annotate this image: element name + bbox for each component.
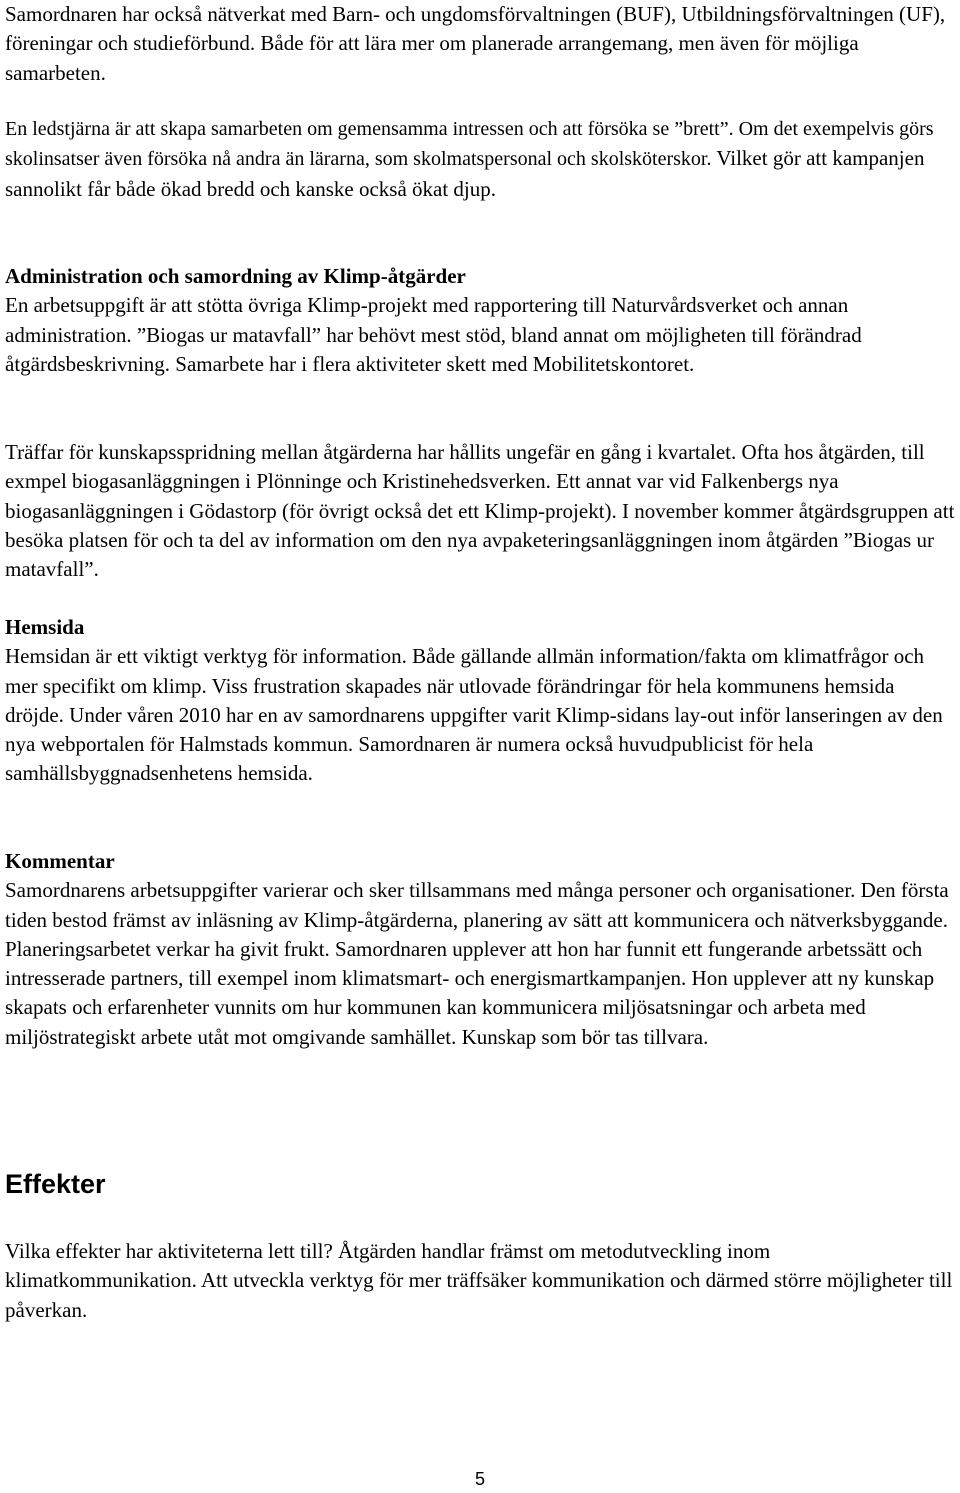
section-administration (5, 262, 957, 379)
heading-effekter: Effekter (5, 1169, 106, 1199)
heading-kommentar: Kommentar (5, 849, 115, 873)
heading-administration: Administration och samordning av Klimp-åtgärder (5, 264, 466, 288)
page-number: 5 (474, 1469, 485, 1489)
paragraph-ledstjarna (5, 115, 957, 205)
ledstjarna-text: En ledstjärna är att skapa samarbeten om gemensamma intressen och att försöka se ”brett”. Om det exempelvis görs skolinsatser även försöka nå andra än lärarna, som skolmatspersonal och skolsköterskor. (5, 118, 934, 171)
paragraph-traffar: Träffar för kunskapsspridning mellan åtgärderna har hållits ungefär en gång i kvartalet. Ofta hos åtgärden, till exmpel biogasanläggningen i Plönninge och Kristinehedsverken. Ett annat var vid Falkenbergs nya biogasanläggningen i Gödastorp (för övrigt också det ett Klimp-projekt). I november kommer åtgärdsgruppen att besöka platsen för och ta del av information om den nya avpaketeringsanläggningen inom åtgärden ”Biogas ur matavfall”. (5, 440, 955, 582)
paragraph-intro: Samordnaren har också nätverkat med Barn- och ungdomsförvaltningen (BUF), Utbildningsförvaltningen (UF), föreningar och studieförbund. Både för att lära mer om planerade arrangemang, men även för möjliga samarbeten. (5, 2, 946, 85)
paragraph-kommentar: Samordnarens arbetsuppgifter varierar och sker tillsammans med många personer och organisationer. Den första tiden bestod främst av inläsning av Klimp-åtgärderna, planering av sätt att kommunicera och nätverksbyggande. Planeringsarbetet verkar ha givit frukt. Samordnaren upplever att hon har funnit ett fungerande arbetssätt och intresserade partners, till exempel inom klimatsmart- och energismartkampanjen. Hon upplever att ny kunskap skapats och erfarenheter vunnits om hur kommunen kan kommunicera miljösatsningar och arbeta med miljöstrategiskt arbete utåt mot omgivande samhället. Kunskap som bör tas tillvara. (5, 878, 949, 1049)
paragraph-administration: En arbetsuppgift är att stötta övriga Klimp-projekt med rapportering till Naturvårdsverket och annan administration. ”Biogas ur matavfall” har behövt mest stöd, bland annat om möjligheten till förändrad åtgärdsbeskrivning. Samarbete har i flera aktiviteter skett med Mobilitetskontoret. (5, 293, 862, 376)
section-hemsida (5, 613, 957, 789)
section-kommentar (5, 847, 957, 1052)
paragraph-hemsida: Hemsidan är ett viktigt verktyg för information. Både gällande allmän information/fakta om klimatfrågor och mer specifikt om klimp. Viss frustration skapades när utlovade förändringar för hela kommunens hemsida dröjde. Under våren 2010 har en av samordnarens uppgifter varit Klimp-sidans lay-out inför lanseringen av den nya webportalen för Halmstads kommun. Samordnaren är numera också huvudpublicist för hela samhällsbyggnadsenhetens hemsida. (5, 644, 943, 786)
heading-hemsida: Hemsida (5, 615, 85, 639)
paragraph-effekter: Vilka effekter har aktiviteterna lett till? Åtgärden handlar främst om metodutveckling inom klimatkommunikation. Att utveckla verktyg för mer träffsäker kommunikation och därmed större möjligheter till påverkan. (5, 1239, 953, 1322)
ledstjarna-continuation: Vilket gör att kampanjen sannolikt får både ökad bredd och kanske också ökat djup. (5, 146, 925, 201)
